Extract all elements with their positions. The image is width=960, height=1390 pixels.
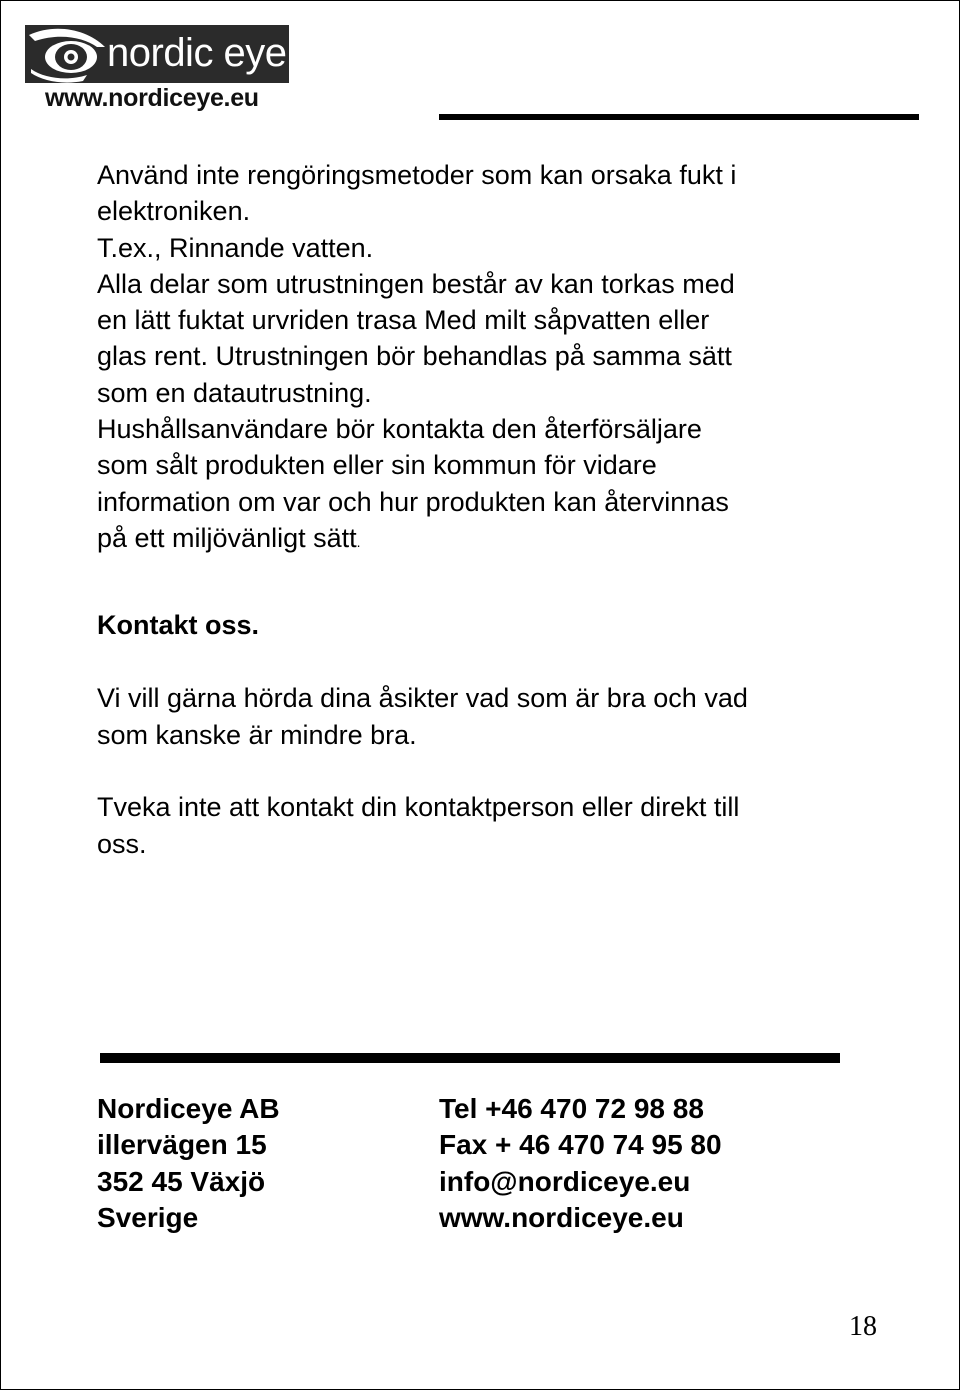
body-line: T.ex., Rinnande vatten.	[97, 232, 374, 263]
maintenance-text	[97, 157, 877, 560]
contact-paragraph-2	[97, 789, 887, 862]
paragraph-line: som kanske är mindre bra.	[97, 719, 417, 750]
logo-brand-text: nordic eye	[107, 31, 287, 75]
page-number: 18	[849, 1311, 877, 1342]
contact-details	[439, 1091, 722, 1236]
body-line-last	[97, 520, 877, 560]
logo-url-text: www.nordiceye.eu	[45, 84, 259, 112]
street: illervägen 15	[97, 1129, 267, 1161]
contact-paragraph-1	[97, 680, 887, 753]
contact-heading: Kontakt oss.	[97, 610, 260, 640]
company-name: Nordiceye AB	[97, 1093, 280, 1124]
body-line: Hushållsanvändare bör kontakta den återförsäljare	[97, 414, 702, 445]
trailing-dot: .	[356, 533, 361, 550]
email-link[interactable]: info@nordiceye.eu	[439, 1165, 691, 1197]
postal-address	[97, 1091, 280, 1236]
body-line: Använd inte rengöringsmetoder som kan orsaka fukt i	[97, 160, 737, 190]
paragraph-line: Vi vill gärna hörda dina åsikter vad som är bra och vad	[97, 683, 748, 713]
logo-banner	[25, 25, 289, 83]
postal-city: 352 45 Växjö	[97, 1165, 266, 1197]
top-divider	[439, 114, 919, 120]
paragraph-line: Tveka inte att kontakt din kontaktperson eller direkt till	[97, 792, 740, 822]
website-link[interactable]: www.nordiceye.eu	[439, 1201, 684, 1233]
body-line: en lätt fuktat urvriden trasa Med milt såpvatten eller	[97, 305, 710, 336]
body-line-text: på ett miljövänligt sätt	[97, 522, 357, 553]
phone: Tel +46 470 72 98 88	[439, 1093, 704, 1124]
nordic-eye-logo	[25, 25, 289, 111]
body-line: glas rent. Utrustningen bör behandlas på samma sätt	[97, 341, 732, 372]
body-line: elektroniken.	[97, 196, 251, 227]
body-line: Alla delar som utrustningen består av kan torkas med	[97, 268, 735, 299]
bottom-divider	[100, 1053, 840, 1063]
paragraph-line: oss.	[97, 828, 147, 859]
body-line: som sålt produkten eller sin kommun för vidare	[97, 450, 657, 481]
fax: Fax + 46 470 74 95 80	[439, 1129, 722, 1161]
body-line: som en datautrustning.	[97, 377, 372, 408]
body-line: information om var och hur produkten kan återvinnas	[97, 486, 729, 517]
eye-logo-icon	[25, 25, 115, 83]
country: Sverige	[97, 1201, 199, 1233]
